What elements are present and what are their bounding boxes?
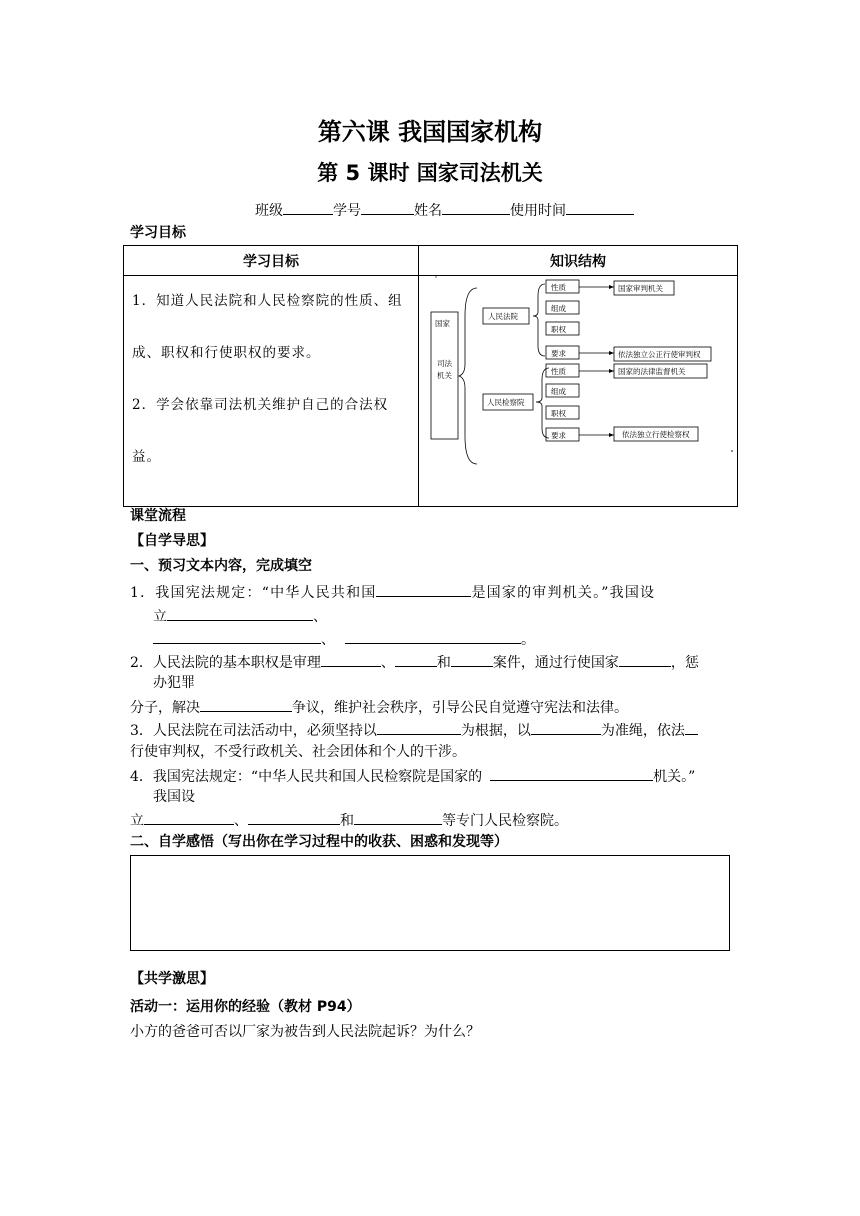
field-class-label: 班级 bbox=[255, 203, 283, 219]
question-4-line-3 bbox=[130, 808, 568, 830]
knowledge-structure-diagram bbox=[419, 276, 737, 502]
proc-item-requirement: 要求 bbox=[551, 431, 566, 440]
section-flow-heading: 课堂流程 bbox=[130, 508, 186, 524]
q1-blank-2[interactable] bbox=[167, 604, 313, 621]
field-name-blank[interactable] bbox=[442, 199, 510, 215]
q2-text-a: 2．人民法院的基本职权是审理 bbox=[130, 655, 321, 671]
q3-blank-2[interactable] bbox=[531, 718, 601, 735]
activity-1-heading: 活动一：运用你的经验（教材 P94） bbox=[130, 999, 361, 1015]
goals-cell bbox=[124, 276, 419, 507]
proc-item-power: 职权 bbox=[551, 409, 566, 418]
q2-text-e: ，惩 bbox=[670, 655, 699, 671]
q1-text-e: 、 bbox=[321, 632, 335, 648]
q2-text-h: 争议，维护社会秩序，引导公民自觉遵守宪法和法律。 bbox=[292, 700, 628, 716]
q1-text-c: 立 bbox=[153, 609, 167, 625]
q2-text-c: 和 bbox=[436, 655, 451, 671]
goals-col-header: 学习目标 bbox=[124, 246, 419, 276]
q3-text-c: 为准绳，依法 bbox=[600, 723, 685, 739]
court-item-nature: 性质 bbox=[551, 283, 566, 292]
question-3-line-1 bbox=[130, 718, 698, 740]
court-item-composition: 组成 bbox=[551, 304, 566, 313]
q2-text-d: 案件，通过行使国家 bbox=[492, 655, 619, 671]
q2-blank-3[interactable] bbox=[451, 650, 493, 667]
activity-1-question: 小方的爸爸可否以厂家为被告到人民法院起诉？为什么？ bbox=[130, 1024, 480, 1040]
q4-text-f: 和 bbox=[340, 813, 354, 829]
q4-blank-2[interactable] bbox=[144, 808, 234, 825]
page-subtitle: 第 5 课时 国家司法机关 bbox=[317, 161, 543, 185]
question-2-line-1 bbox=[130, 650, 699, 672]
structure-cell bbox=[419, 276, 738, 507]
court-nature-text: 国家审判机关 bbox=[618, 284, 663, 293]
q4-text-g: 等专门人民检察院。 bbox=[442, 813, 568, 829]
goal-line-2: 成、职权和行使职权的要求。 bbox=[132, 345, 321, 361]
proc-nature-text: 国家的法律监督机关 bbox=[618, 367, 686, 376]
section-goals-heading: 学习目标 bbox=[130, 225, 186, 241]
question-2-line-3 bbox=[130, 695, 628, 717]
q4-text-a: 4．我国宪法规定：“中华人民共和国人民检察院是国家的 bbox=[130, 769, 483, 785]
goal-line-4: 益。 bbox=[132, 449, 161, 465]
q1-blank-1[interactable] bbox=[376, 580, 471, 597]
question-3-line-2: 行使审判权，不受行政机关、社会团体和个人的干涉。 bbox=[130, 744, 466, 760]
q2-blank-5[interactable] bbox=[200, 695, 292, 712]
goals-table bbox=[123, 245, 738, 507]
question-4-line-1 bbox=[130, 764, 695, 786]
q1-blank-4[interactable] bbox=[345, 627, 521, 644]
field-name-label: 姓名 bbox=[414, 203, 442, 219]
q2-text-g: 分子，解决 bbox=[130, 700, 200, 716]
q3-blank-3[interactable] bbox=[685, 718, 698, 735]
q2-blank-4[interactable] bbox=[619, 650, 671, 667]
q1-text-a: 1．我国宪法规定：“中华人民共和国 bbox=[130, 585, 377, 601]
q3-text-b: 为根据，以 bbox=[460, 723, 531, 739]
question-2-line-2: 办犯罪 bbox=[153, 675, 195, 691]
field-time-label: 使用时间 bbox=[510, 203, 566, 219]
question-4-line-2: 我国设 bbox=[153, 789, 195, 805]
q1-text-d: 、 bbox=[313, 609, 327, 625]
court-req-text: 依法独立公正行使审判权 bbox=[618, 350, 701, 359]
q4-text-d: 立 bbox=[130, 813, 144, 829]
self-study-heading: 【自学导思】 bbox=[130, 533, 214, 549]
root-label-3: 机关 bbox=[437, 371, 452, 380]
q4-text-e: 、 bbox=[234, 813, 248, 829]
procuratorate-label: 人民检察院 bbox=[487, 398, 525, 407]
field-class-blank[interactable] bbox=[283, 199, 333, 215]
field-number-label: 学号 bbox=[333, 203, 361, 219]
student-info-fields bbox=[255, 199, 634, 220]
court-item-requirement: 要求 bbox=[551, 349, 566, 358]
q4-blank-4[interactable] bbox=[354, 808, 442, 825]
q4-blank-3[interactable] bbox=[248, 808, 340, 825]
goal-line-1: 1．知道人民法院和人民检察院的性质、组 bbox=[132, 293, 403, 309]
q3-text-a: 3．人民法院在司法活动中，必须坚持以 bbox=[130, 723, 377, 739]
co-study-heading: 【共学激思】 bbox=[130, 971, 214, 987]
q2-text-b: 、 bbox=[380, 655, 395, 671]
root-label-2: 司法 bbox=[437, 359, 452, 368]
q2-blank-2[interactable] bbox=[395, 650, 437, 667]
q2-blank-1[interactable] bbox=[321, 650, 381, 667]
question-1-line-3 bbox=[153, 627, 535, 649]
field-number-blank[interactable] bbox=[361, 199, 414, 215]
reflection-box[interactable] bbox=[130, 855, 730, 951]
court-item-power: 职权 bbox=[551, 325, 566, 334]
proc-item-composition: 组成 bbox=[551, 387, 566, 396]
field-time-blank[interactable] bbox=[566, 199, 634, 215]
part2-heading: 二、自学感悟（写出你在学习过程中的收获、困惑和发现等） bbox=[130, 834, 508, 850]
proc-item-nature: 性质 bbox=[551, 367, 566, 376]
question-1-line-1 bbox=[130, 580, 655, 602]
q4-blank-1[interactable] bbox=[490, 764, 653, 781]
page-title: 第六课 我国国家机构 bbox=[317, 118, 543, 146]
q3-blank-1[interactable] bbox=[377, 718, 461, 735]
proc-req-text: 依法独立行使检察权 bbox=[622, 430, 690, 439]
structure-col-header: 知识结构 bbox=[419, 246, 738, 276]
q1-blank-3[interactable] bbox=[153, 627, 321, 644]
q4-text-b: 机关。” bbox=[653, 769, 696, 785]
q1-text-b: 是国家的审判机关。”我国设 bbox=[471, 585, 656, 601]
court-label: 人民法院 bbox=[488, 312, 518, 321]
q1-text-f: 。 bbox=[521, 632, 535, 648]
root-label-1: 国家 bbox=[435, 319, 450, 328]
part1-heading: 一、预习文本内容，完成填空 bbox=[130, 558, 312, 574]
goal-line-3: 2．学会依靠司法机关维护自己的合法权 bbox=[132, 397, 389, 413]
question-1-line-2 bbox=[153, 604, 327, 626]
